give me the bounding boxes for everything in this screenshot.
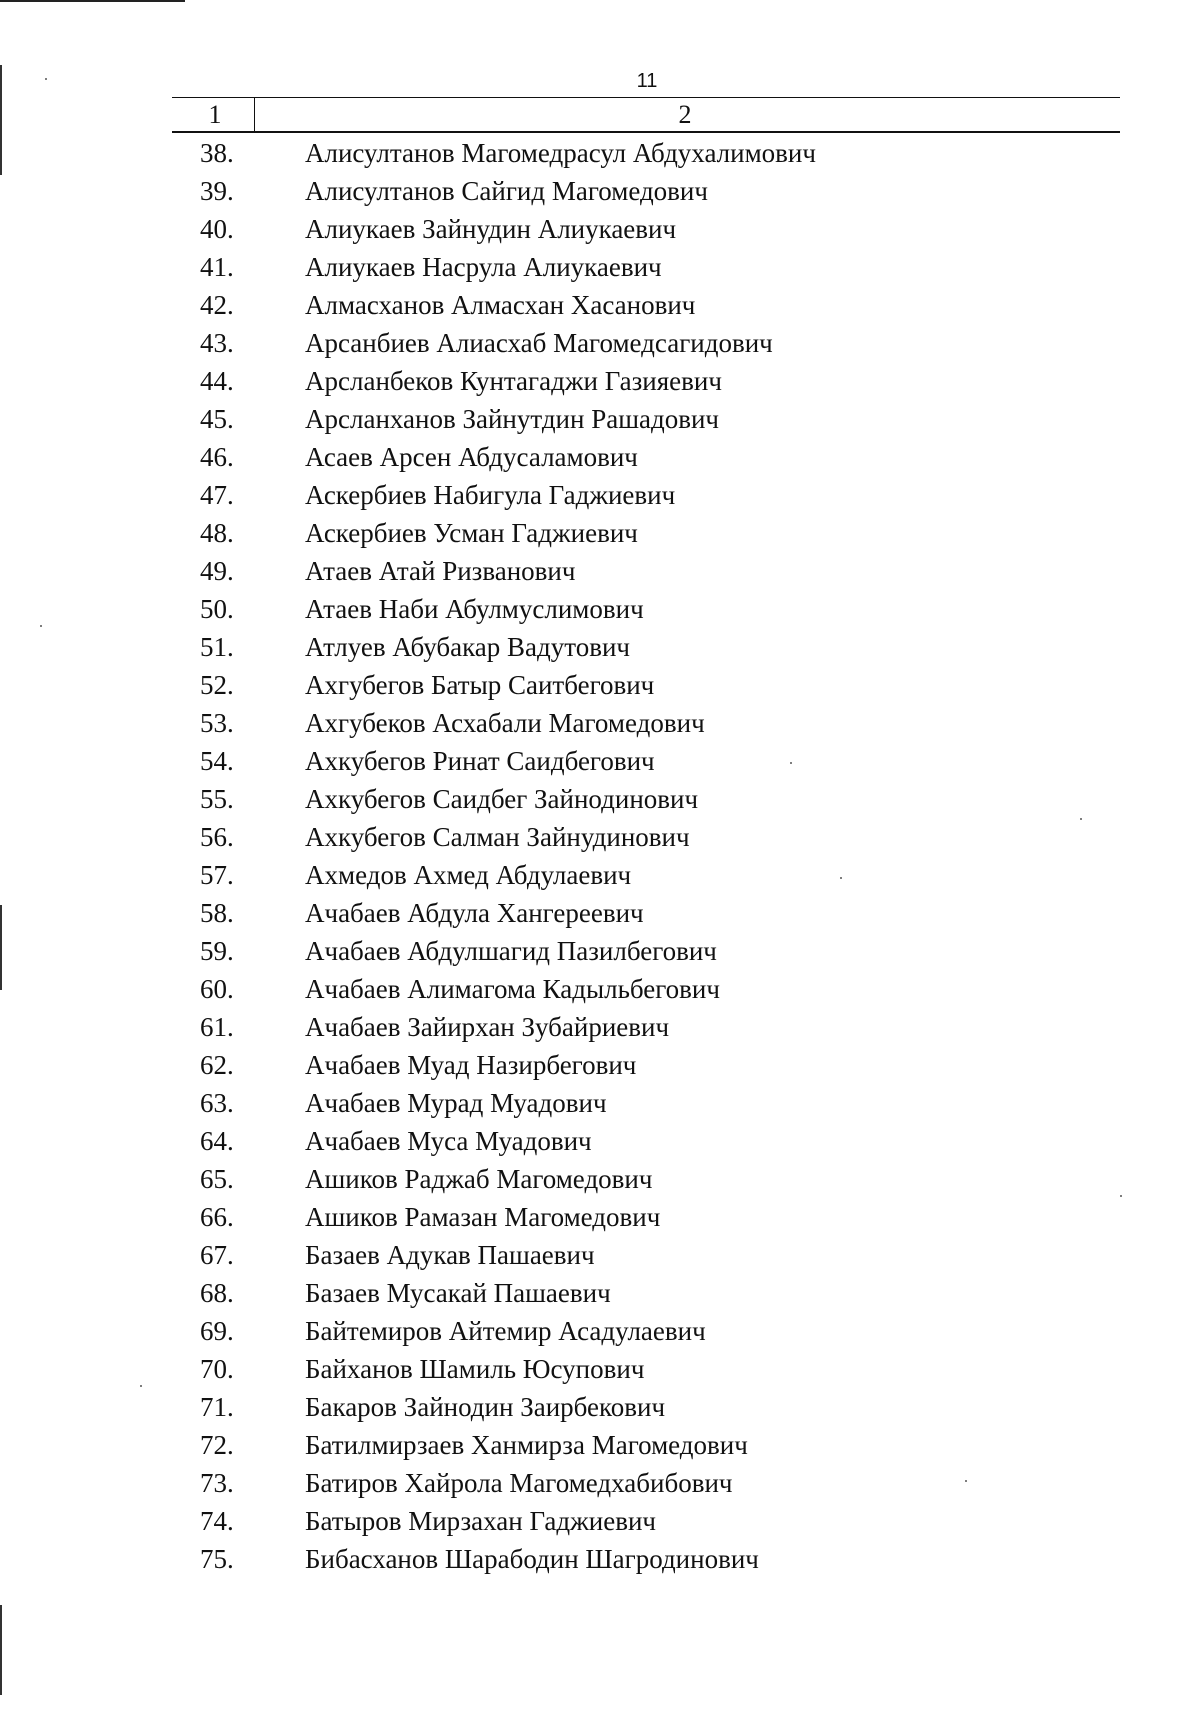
table-row [0, 400, 1200, 438]
row-number: 70. [200, 1354, 234, 1384]
row-number: 45. [200, 404, 234, 434]
table-row [0, 362, 1200, 400]
table-row [0, 970, 1200, 1008]
table-row [0, 780, 1200, 818]
table-row [0, 134, 1200, 172]
table-row [0, 552, 1200, 590]
column-header-2: 2 [678, 100, 692, 129]
row-number: 68. [200, 1278, 234, 1308]
row-number: 75. [200, 1544, 234, 1574]
row-name: Батыров Мирзахан Гаджиевич [305, 1506, 657, 1536]
table-row [0, 1160, 1200, 1198]
row-number: 42. [200, 290, 234, 320]
table-row [0, 628, 1200, 666]
table-row [0, 286, 1200, 324]
row-number: 58. [200, 898, 234, 928]
row-number: 60. [200, 974, 234, 1004]
row-name: Атаев Атай Ризванович [305, 556, 576, 586]
row-name: Асаев Арсен Абдусаламович [305, 442, 638, 472]
table-row [0, 818, 1200, 856]
row-name: Ачабаев Абдулшагид Пазилбегович [305, 936, 717, 966]
table-row [0, 704, 1200, 742]
page-number: 11 [636, 70, 658, 92]
header-column-divider [254, 97, 255, 131]
row-name: Арсанбиев Алиасхаб Магомедсагидович [305, 328, 773, 358]
row-number: 62. [200, 1050, 234, 1080]
row-name: Арсланбеков Кунтагаджи Газияевич [305, 366, 722, 396]
row-number: 50. [200, 594, 234, 624]
row-name: Бакаров Зайнодин Заирбекович [305, 1392, 666, 1422]
row-name: Ачабаев Абдула Хангереевич [305, 898, 644, 928]
row-name: Бибасханов Шарабодин Шагродинович [305, 1544, 759, 1574]
row-number: 44. [200, 366, 234, 396]
row-name: Ахгубеков Асхабали Магомедович [305, 708, 705, 738]
row-name: Байханов Шамиль Юсупович [305, 1354, 645, 1384]
row-name: Ахкубегов Саидбег Зайнодинович [305, 784, 699, 814]
row-name: Алмасханов Алмасхан Хасанович [305, 290, 696, 320]
table-header-rule [172, 131, 1120, 133]
row-name: Атлуев Абубакар Вадутович [305, 632, 630, 662]
row-name: Ахкубегов Салман Зайнудинович [305, 822, 690, 852]
row-number: 66. [200, 1202, 234, 1232]
row-name: Байтемиров Айтемир Асадулаевич [305, 1316, 706, 1346]
table-row [0, 1122, 1200, 1160]
table-row [0, 514, 1200, 552]
row-number: 38. [200, 138, 234, 168]
table-row [0, 856, 1200, 894]
table-row [0, 932, 1200, 970]
row-number: 71. [200, 1392, 234, 1422]
row-number: 41. [200, 252, 234, 282]
row-name: Ачабаев Муад Назирбегович [305, 1050, 637, 1080]
row-name: Атаев Наби Абулмуслимович [305, 594, 644, 624]
row-name: Ачабаев Алимагома Кадыльбегович [305, 974, 720, 1004]
row-name: Алисултанов Магомедрасул Абдухалимович [305, 138, 816, 168]
row-number: 46. [200, 442, 234, 472]
row-name: Базаев Адукав Пашаевич [305, 1240, 595, 1270]
row-number: 57. [200, 860, 234, 890]
table-row [0, 210, 1200, 248]
table-row [0, 1464, 1200, 1502]
table-row [0, 1008, 1200, 1046]
row-number: 69. [200, 1316, 234, 1346]
row-name: Ахкубегов Ринат Саидбегович [305, 746, 655, 776]
row-name: Ачабаев Муса Муадович [305, 1126, 592, 1156]
table-row [0, 1312, 1200, 1350]
table-row [0, 894, 1200, 932]
row-name: Ачабаев Мурад Муадович [305, 1088, 607, 1118]
row-name: Ахмедов Ахмед Абдулаевич [305, 860, 632, 890]
table-row [0, 1084, 1200, 1122]
row-number: 40. [200, 214, 234, 244]
table-row [0, 742, 1200, 780]
row-name: Базаев Мусакай Пашаевич [305, 1278, 611, 1308]
scan-speck [45, 78, 47, 80]
row-number: 51. [200, 632, 234, 662]
row-number: 48. [200, 518, 234, 548]
row-number: 56. [200, 822, 234, 852]
scan-edge-line [0, 0, 185, 2]
row-number: 73. [200, 1468, 234, 1498]
row-name: Батиров Хайрола Магомедхабибович [305, 1468, 733, 1498]
row-number: 43. [200, 328, 234, 358]
table-row [0, 1540, 1200, 1578]
table-row [0, 1350, 1200, 1388]
row-number: 52. [200, 670, 234, 700]
row-name: Аскербиев Усман Гаджиевич [305, 518, 638, 548]
table-row [0, 1274, 1200, 1312]
table-row [0, 1388, 1200, 1426]
name-list [0, 134, 1200, 1578]
row-name: Алиукаев Зайнудин Алиукаевич [305, 214, 677, 244]
row-number: 64. [200, 1126, 234, 1156]
table-row [0, 1236, 1200, 1274]
row-number: 47. [200, 480, 234, 510]
row-name: Аскербиев Набигула Гаджиевич [305, 480, 676, 510]
table-row [0, 438, 1200, 476]
row-number: 63. [200, 1088, 234, 1118]
scan-edge-mark [0, 1605, 2, 1695]
table-row [0, 1426, 1200, 1464]
table-row [0, 476, 1200, 514]
row-number: 53. [200, 708, 234, 738]
table-row [0, 1046, 1200, 1084]
row-name: Ахгубегов Батыр Саитбегович [305, 670, 655, 700]
row-number: 39. [200, 176, 234, 206]
row-name: Ашиков Рамазан Магомедович [305, 1202, 661, 1232]
row-name: Алиукаев Насрула Алиукаевич [305, 252, 662, 282]
table-row [0, 248, 1200, 286]
row-number: 67. [200, 1240, 234, 1270]
row-name: Ачабаев Зайирхан Зубайриевич [305, 1012, 670, 1042]
table-row [0, 666, 1200, 704]
table-row [0, 590, 1200, 628]
table-row [0, 1198, 1200, 1236]
row-number: 74. [200, 1506, 234, 1536]
row-number: 59. [200, 936, 234, 966]
table-row [0, 324, 1200, 362]
table-row [0, 172, 1200, 210]
table-top-rule [172, 97, 1120, 98]
column-header-1: 1 [208, 100, 222, 129]
row-number: 54. [200, 746, 234, 776]
row-number: 55. [200, 784, 234, 814]
row-number: 72. [200, 1430, 234, 1460]
row-name: Батилмирзаев Ханмирза Магомедович [305, 1430, 748, 1460]
row-name: Арсланханов Зайнутдин Рашадович [305, 404, 719, 434]
row-name: Ашиков Раджаб Магомедович [305, 1164, 653, 1194]
row-number: 65. [200, 1164, 234, 1194]
row-name: Алисултанов Сайгид Магомедович [305, 176, 708, 206]
row-number: 49. [200, 556, 234, 586]
row-number: 61. [200, 1012, 234, 1042]
table-row [0, 1502, 1200, 1540]
